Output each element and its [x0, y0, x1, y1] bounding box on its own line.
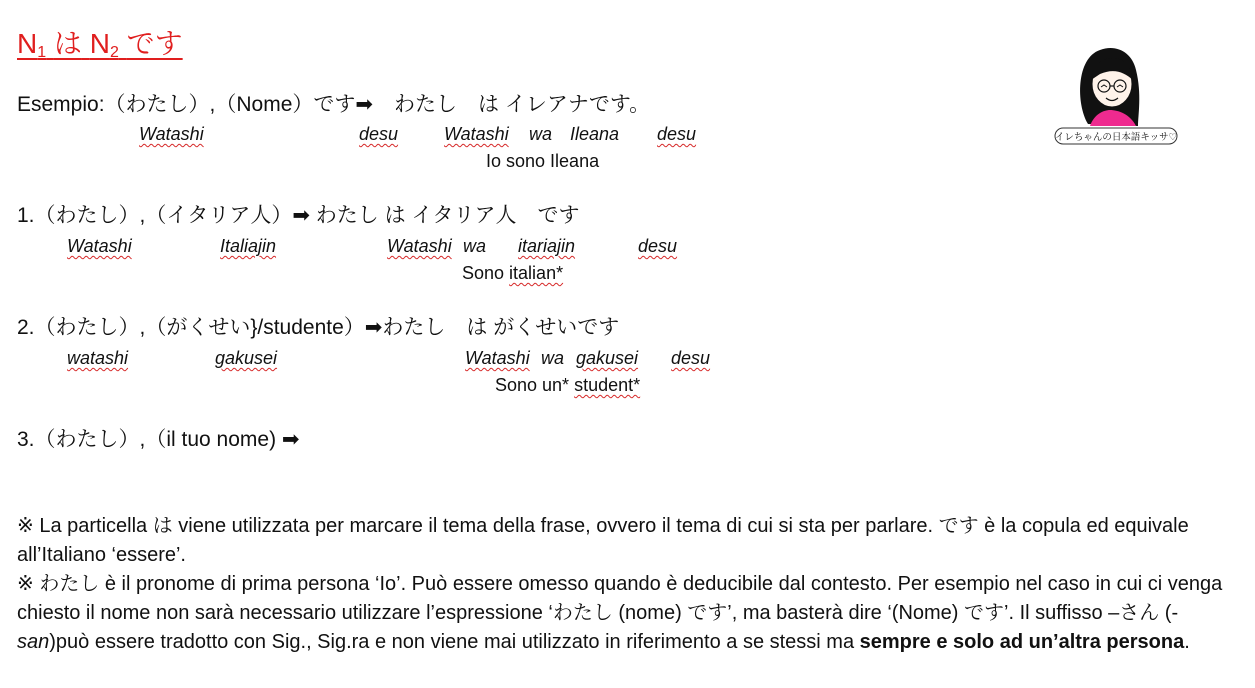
exercise-2-romaji-2: gakusei [215, 348, 278, 368]
notes [17, 512, 1232, 657]
exercise-1-romaji-1: Watashi [67, 236, 132, 256]
example-romaji-3: Watashi [444, 124, 509, 144]
example-line: Esempio:（わたし）,（Nome）です➡ わたし は イレアナです。 [17, 93, 651, 116]
exercise-2-romaji-5: gakusei [576, 348, 639, 368]
girl-logo-icon [1052, 44, 1180, 150]
logo-caption: イレちゃんの日本語キッサ♡ [1054, 132, 1178, 143]
exercise-2-romaji-6: desu [671, 348, 711, 368]
exercise-2-romaji-1: watashi [67, 348, 129, 368]
exercise-2-line: 2.（わたし）,（がくせい}/studente）➡わたし は がくせいです [17, 316, 620, 339]
exercise-1-translation-a: Sono [462, 263, 510, 283]
example-romaji-6: desu [657, 124, 697, 144]
exercise-1-romaji-2: Italiajin [220, 236, 277, 256]
exercise-1-romaji-4: wa [463, 236, 487, 256]
example-romaji-1: Watashi [139, 124, 204, 144]
title-sub1: 1 [37, 44, 47, 61]
logo [1052, 44, 1180, 150]
exercise-1-romaji-6: desu [638, 236, 678, 256]
exercise-2-romaji-3: Watashi [465, 348, 530, 368]
title-wa: は [53, 28, 82, 59]
exercise-1-translation [462, 263, 563, 284]
exercise-2-romaji-4: wa [541, 348, 565, 368]
exercise-2-translation [495, 375, 640, 396]
title-n2: N [89, 28, 110, 59]
exercise-1-line: 1.（わたし）,（イタリア人）➡ わたし は イタリア人 です [17, 204, 580, 227]
page-title [17, 22, 183, 62]
note-2-end: . [1184, 631, 1190, 653]
title-desu: です [126, 28, 183, 59]
note-2 [17, 570, 1232, 657]
exercise-1-romaji-3: Watashi [387, 236, 452, 256]
title-sub2: 2 [109, 44, 119, 61]
exercise-1-translation-b: italian* [509, 263, 564, 283]
note-1: ※ La particella は viene utilizzata per marcare il tema della frase, ovvero il tema di cui si sta per parlare. です è la copula ed equivale all’Italiano ‘essere’. [17, 515, 1189, 566]
note-2-b: )può essere tradotto con Sig., Sig.ra e non viene mai utilizzato in riferimento a se stessi ma [49, 631, 860, 653]
note-2-bold: sempre e solo ad un’altra persona [859, 631, 1185, 653]
example-romaji-2: desu [359, 124, 399, 144]
exercise-2-translation-a: Sono un* [495, 375, 575, 395]
title-n1: N [17, 28, 38, 59]
example-romaji-5: Ileana [570, 124, 620, 144]
note-2-a: ※ わたし è il pronome di prima persona ‘Io’. Può essere omesso quando è deducibile dal contesto. Per esempio nel caso in cui ci venga chiesto il nome non sarà necessario utilizzare l’espressione ‘わたし (nome) です’, ma basterà dire ‘(Nome) です’. Il suffisso –さん (- [17, 573, 1223, 624]
note-2-san: san [17, 631, 50, 653]
exercise-2-translation-b: student* [574, 375, 641, 395]
example-translation: Io sono Ileana [486, 151, 600, 171]
exercise-1-romaji-5: itariajin [518, 236, 576, 256]
example-romaji-4: wa [529, 124, 553, 144]
exercise-3-line: 3.（わたし）,（il tuo nome) ➡ [17, 428, 300, 451]
